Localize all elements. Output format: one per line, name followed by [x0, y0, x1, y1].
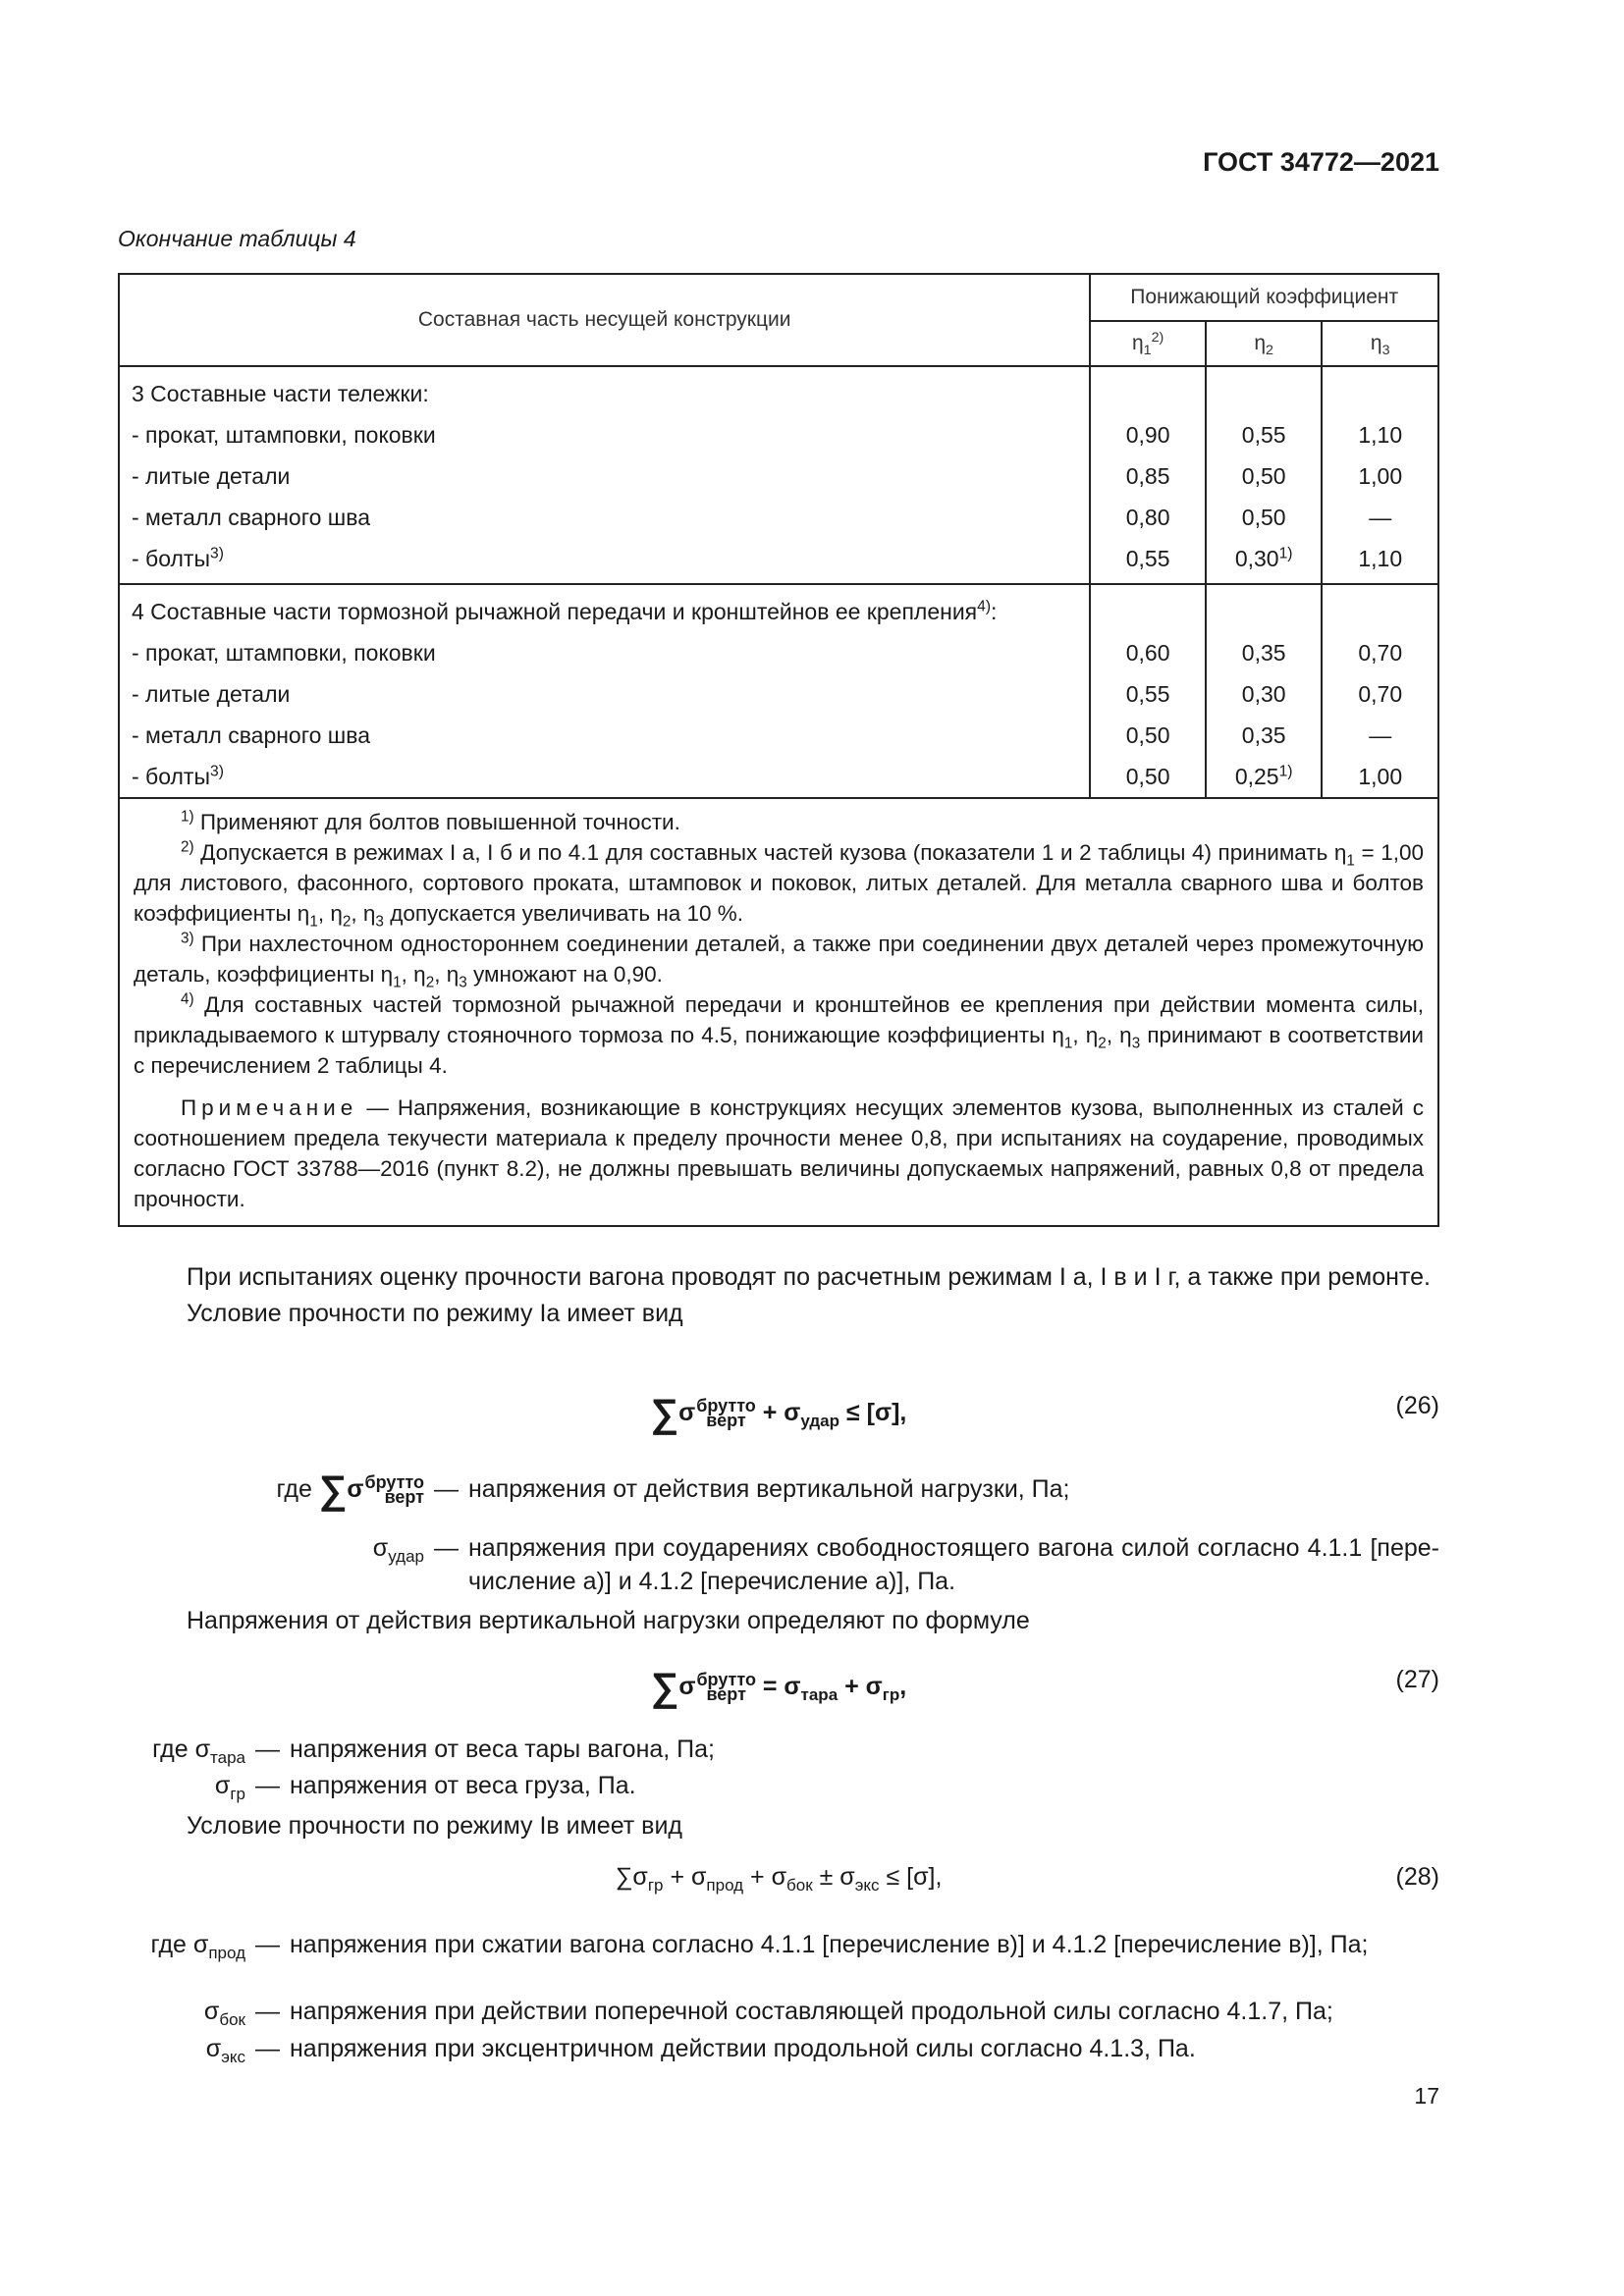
section-title: [132, 591, 1089, 632]
subscript: гр: [647, 1876, 664, 1895]
text-run: σ: [347, 1475, 364, 1503]
text-run: η: [1254, 332, 1267, 354]
paragraph: При испытаниях оценку прочности вагона проводят по расчетным режимам I а, I в и I г, а также при ремонте.: [187, 1263, 1431, 1291]
text-run: - прокат, штамповки, поковки: [132, 640, 436, 666]
text-run: σ: [192, 1931, 209, 1958]
sum-symbol: ∑: [318, 1468, 348, 1512]
table-continuation-caption: Окончание таблицы 4: [118, 226, 356, 251]
dash: —: [255, 2035, 280, 2062]
text-run: 0,70: [1358, 681, 1403, 707]
text-run: ± σ: [812, 1863, 855, 1891]
dash: —: [255, 1931, 280, 1958]
text-run: , η: [434, 962, 460, 987]
subscript: бок: [786, 1876, 813, 1895]
row-label: [132, 414, 1089, 455]
superscript: 4): [977, 598, 992, 615]
cell-value: [1091, 538, 1205, 579]
definition: [118, 1995, 1439, 2028]
superscript: 2): [1151, 330, 1164, 346]
superscript: 1): [1278, 545, 1293, 562]
subscript: удар: [388, 1547, 424, 1566]
superscript: 3): [181, 930, 194, 947]
dash: —: [434, 1475, 459, 1503]
text-run: —: [1369, 722, 1392, 748]
text-run: 0,50: [1125, 764, 1170, 789]
cell-value: [1323, 673, 1437, 715]
formula-expression: [118, 1863, 1439, 1895]
text-run: σ: [194, 1735, 211, 1763]
text-run: ≤ [σ],: [879, 1863, 943, 1891]
document-id: ГОСТ 34772—2021: [1203, 147, 1439, 177]
table-section-brake-linkage: [119, 584, 1438, 798]
subscript: экс: [854, 1876, 880, 1895]
text-run: 1,00: [1358, 463, 1403, 489]
text-run: σ: [203, 1998, 220, 2025]
table-footnotes: [119, 798, 1438, 1226]
text-run: 4 Составные части тормозной рычажной передачи и кронштейнов ее крепления: [132, 599, 978, 624]
superscript: 3): [210, 545, 224, 562]
def-text: напряжения от действия вертикальной нагрузки, Па;: [468, 1475, 1070, 1503]
text-run: - болты: [132, 764, 210, 789]
column-header-eta3: [1322, 321, 1438, 366]
text-run: 1,00: [1358, 764, 1403, 789]
text-run: Для составных частей тормозной рычажной передачи и кронштейнов ее крепления при действии момента силы, прикладываемого к штурвалу стояночного тормоза по 4.5, понижающие коэффициенты η: [134, 992, 1424, 1047]
text-run: η: [1131, 332, 1144, 354]
column-header-eta2: [1206, 321, 1323, 366]
subscript: верт: [384, 1487, 424, 1508]
cell-value: [1091, 497, 1205, 538]
dash: —: [255, 1772, 280, 1799]
subscript: 1: [1143, 343, 1152, 359]
subscript: экс: [221, 2048, 245, 2066]
reduction-coefficient-table: [118, 273, 1439, 1227]
def-text: напряжения при сжатии вагона согласно 4.1.1 [перечисление в)] и 4.1.2 [перечисление в)], Па;: [290, 1931, 1369, 1958]
subscript: верт: [706, 1684, 746, 1705]
text-run: ,: [899, 1673, 907, 1700]
text-run: принимают в соответствии с перечислением 2 таблицы 4.: [134, 1023, 1424, 1078]
subscript: бок: [219, 2010, 245, 2029]
section-title: [132, 373, 1089, 414]
definition: [118, 1928, 1439, 1961]
row-label: [132, 497, 1089, 538]
subscript: верт: [706, 1411, 746, 1431]
text-run: 0,50: [1241, 463, 1286, 489]
def-lead: где: [150, 1931, 193, 1958]
column-header-part: Составная часть несущей конструкции: [119, 274, 1090, 366]
row-label: [132, 673, 1089, 715]
paragraph: Напряжения от действия вертикальной нагрузки определяют по формуле: [187, 1607, 1030, 1634]
dash: —: [434, 1534, 459, 1562]
def-text: напряжения от веса груза, Па.: [290, 1772, 636, 1799]
subscript: 3: [375, 913, 384, 931]
cell-value: [1323, 414, 1437, 455]
text-run: 1,10: [1358, 422, 1403, 448]
text-run: + σ: [838, 1673, 883, 1700]
text-run: 3 Составные части тележки:: [132, 381, 429, 406]
text-run: При нахлесточном одностороннем соединении деталей, а также при соединении двух деталей через промежуточную деталь, коэффициенты η: [134, 932, 1424, 987]
superscript: брутто: [696, 1396, 756, 1416]
def-symbol: [192, 1931, 245, 1962]
text-run: = σ: [755, 1673, 801, 1700]
cell-value: [1323, 632, 1437, 673]
text-run: σ: [205, 2035, 222, 2062]
text-run: - прокат, штамповки, поковки: [132, 422, 436, 448]
cell-value: [1091, 632, 1205, 673]
def-lead: где: [276, 1475, 319, 1503]
text-run: - металл сварного шва: [132, 505, 370, 530]
footnote-1: [134, 807, 1424, 837]
subscript: 1: [1346, 852, 1355, 870]
cell-value: [1091, 715, 1205, 756]
text-run: σ: [214, 1772, 231, 1799]
cell-value: [1323, 756, 1437, 797]
text-run: 0,50: [1241, 505, 1286, 530]
text-run: - литые детали: [132, 681, 291, 707]
text-run: - литые детали: [132, 463, 291, 489]
subscript: 1: [393, 974, 402, 991]
footnote-2: [134, 837, 1424, 929]
note-text: — Напряжения, возникающие в конструкциях несущих элементов кузова, выполненных из сталей с соотношением предела текучести материала к пределу прочности менее 0,8, при испытаниях на соударение, проводимых согласно ГОСТ 33788—2016 (пункт 8.2), не должны превышать величины допускаемых напряжений, равных 0,8 от предела прочности.: [134, 1095, 1424, 1211]
text-run: , η: [351, 901, 376, 926]
text-run: Применяют для болтов повышенной точности.: [193, 810, 680, 834]
text-run: 0,90: [1125, 422, 1170, 448]
cell-value: [1091, 756, 1205, 797]
text-run: 0,50: [1125, 722, 1170, 748]
text-run: 0,35: [1241, 640, 1286, 666]
table-section-bogie: [119, 366, 1438, 584]
def-symbol: [118, 2032, 245, 2065]
text-run: - металл сварного шва: [132, 722, 370, 748]
superscript: 2): [181, 838, 194, 856]
cell-value: [1207, 673, 1322, 715]
text-run: 0,30: [1234, 546, 1279, 571]
text-run: σ: [372, 1534, 389, 1562]
formula-number: (28): [1395, 1863, 1439, 1891]
text-run: —: [1369, 505, 1392, 530]
note-label: Примечание: [181, 1095, 358, 1120]
definition: [118, 1733, 1439, 1766]
subscript: 3: [1131, 1035, 1141, 1052]
paragraph: Условие прочности по режиму Iв имеет вид: [187, 1812, 683, 1840]
subscript: гр: [882, 1685, 900, 1704]
row-label: [132, 715, 1089, 756]
row-label: [132, 538, 1089, 579]
cell-value: [1207, 756, 1322, 797]
text-run: 0,80: [1125, 505, 1170, 530]
text-run: - болты: [132, 546, 210, 571]
dash: —: [255, 1735, 280, 1763]
column-header-eta1: [1090, 321, 1206, 366]
cell-value: [1091, 455, 1205, 497]
text-run: 0,55: [1125, 681, 1170, 707]
def-symbol: [194, 1735, 245, 1767]
text-run: σ: [678, 1673, 696, 1700]
text-run: 0,35: [1241, 722, 1286, 748]
def-text: напряжения от веса тары вагона, Па;: [290, 1735, 715, 1763]
cell-value: [1207, 414, 1322, 455]
cell-value: [1091, 673, 1205, 715]
text-run: , η: [1106, 1023, 1132, 1047]
sum-symbol: ∑: [650, 1666, 679, 1709]
formula-number: (26): [1395, 1392, 1439, 1419]
cell-value: [1207, 632, 1322, 673]
body-text: [118, 1259, 1439, 1332]
footnote-3: [134, 929, 1424, 989]
superscript: 1): [1278, 763, 1293, 780]
text-run: ≤ [σ],: [839, 1399, 907, 1426]
cell-value: [1323, 715, 1437, 756]
subscript: 2: [425, 974, 435, 991]
text-run: ∑σ: [615, 1863, 648, 1891]
definition: [118, 1769, 1439, 1802]
cell-value: [1207, 715, 1322, 756]
text-run: 0,30: [1241, 681, 1286, 707]
text-run: + σ: [663, 1863, 707, 1891]
body-text: [118, 1603, 1439, 1639]
cell-value: [1323, 497, 1437, 538]
text-run: , η: [401, 962, 426, 987]
footnote-4: [134, 989, 1424, 1081]
superscript: брутто: [364, 1472, 424, 1493]
definition: [118, 1531, 1439, 1598]
row-label: [132, 455, 1089, 497]
subscript: 1: [309, 913, 318, 931]
text-run: + σ: [755, 1399, 801, 1426]
text-run: + σ: [743, 1863, 787, 1891]
subscript: 2: [1098, 1035, 1107, 1052]
text-run: 0,60: [1125, 640, 1170, 666]
subscript: 3: [459, 974, 467, 991]
text-run: , η: [1072, 1023, 1099, 1047]
superscript: брутто: [696, 1670, 756, 1690]
text-run: 1,10: [1358, 546, 1403, 571]
formula-expression: [118, 1666, 1439, 1710]
def-text: напряжения при действии поперечной составляющей продольной силы согласно 4.1.7, Па;: [290, 1998, 1333, 2025]
subscript: прод: [208, 1944, 245, 1962]
sum-symbol: ∑: [650, 1392, 679, 1435]
cell-value: [1323, 538, 1437, 579]
subscript: удар: [800, 1412, 840, 1430]
row-label: [132, 632, 1089, 673]
superscript: 4): [181, 990, 194, 1008]
text-run: умножают на 0,90.: [466, 962, 663, 987]
text-run: = 1,00 для листового, фасонного, сортового проката, штамповок и поковок, литых деталей. Для металла сварного шва и болтов коэффициенты η: [134, 840, 1424, 926]
subscript: тара: [210, 1748, 245, 1767]
definition: [118, 2032, 1439, 2065]
definition: [118, 1468, 1439, 1512]
subscript: 3: [1381, 343, 1390, 359]
text-run: 0,55: [1241, 422, 1286, 448]
subscript: гр: [230, 1785, 245, 1803]
subscript: 2: [1266, 343, 1273, 359]
text-run: Допускается в режимах I а, I б и по 4.1 для составных частей кузова (показатели 1 и 2 таблицы 4) принимать η: [193, 840, 1347, 865]
sub-superscript: [364, 1472, 425, 1508]
def-symbol: [118, 1769, 245, 1802]
dash: —: [255, 1998, 280, 2025]
def-lead: где: [152, 1735, 195, 1763]
text-run: , η: [317, 901, 343, 926]
formula-expression: [118, 1392, 1439, 1436]
sub-superscript: [696, 1396, 756, 1431]
sub-superscript: [696, 1670, 756, 1705]
cell-value: [1323, 455, 1437, 497]
def-text: напряжения при соударениях свободностоящего вагона силой согласно 4.1.1 [перечисление а)] и 4.1.2 [перечисление а)], Па.: [468, 1534, 1439, 1595]
def-symbol: [118, 1995, 245, 2028]
def-text: напряжения при эксцентричном действии продольной силы согласно 4.1.3, Па.: [290, 2035, 1196, 2062]
cell-value: [1207, 497, 1322, 538]
def-symbol: [118, 1531, 424, 1598]
text-run: 0,25: [1234, 764, 1279, 789]
cell-value: [1207, 538, 1322, 579]
paragraph: Условие прочности по режиму Iа имеет вид: [187, 1300, 683, 1327]
text-run: σ: [678, 1399, 696, 1426]
superscript: 1): [181, 808, 194, 826]
subscript: 1: [1063, 1035, 1073, 1052]
text-run: 0,70: [1358, 640, 1403, 666]
text-run: допускается увеличивать на 10 %.: [383, 901, 744, 926]
cell-value: [1207, 455, 1322, 497]
subscript: тара: [800, 1685, 839, 1704]
page-number: 17: [1414, 2083, 1439, 2109]
subscript: 2: [342, 913, 352, 931]
text-run: 0,55: [1125, 546, 1170, 571]
def-symbol: [318, 1468, 424, 1512]
text-run: 0,85: [1125, 463, 1170, 489]
subscript: прод: [706, 1876, 744, 1895]
row-label: [132, 756, 1089, 797]
cell-value: [1091, 414, 1205, 455]
text-run: η: [1370, 332, 1382, 354]
column-header-coefficient: Понижающий коэффициент: [1090, 274, 1438, 321]
table-note: [134, 1093, 1424, 1214]
text-run: :: [991, 599, 998, 624]
body-text: [118, 1808, 1439, 1844]
formula-number: (27): [1395, 1666, 1439, 1693]
superscript: 3): [210, 763, 224, 780]
